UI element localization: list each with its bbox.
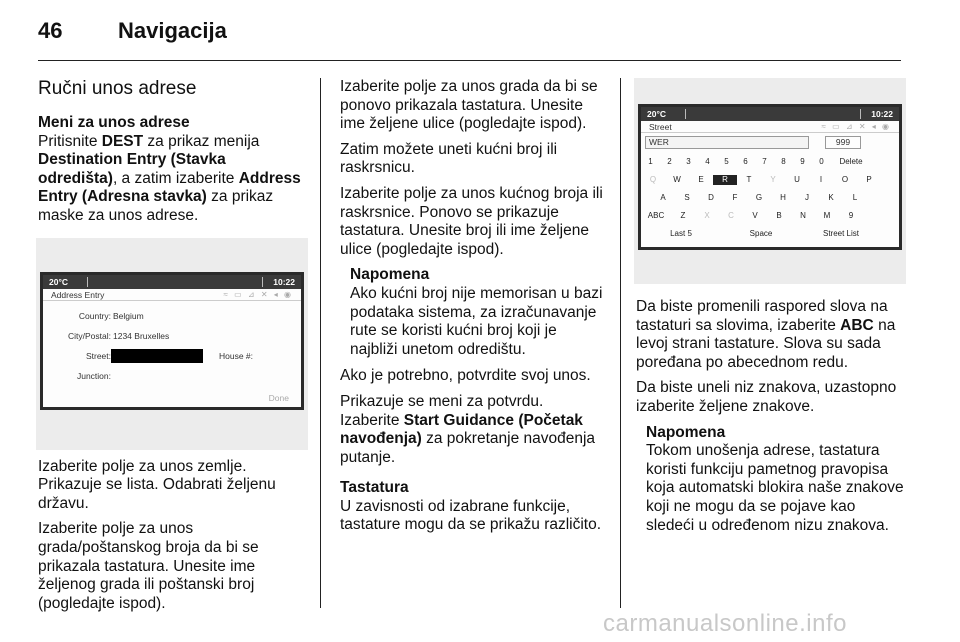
address-entry-screen [40, 272, 304, 410]
note-box [646, 424, 904, 536]
key-u[interactable]: U [794, 175, 800, 184]
key-q[interactable]: Q [649, 175, 657, 184]
key-space[interactable]: Space [749, 229, 773, 238]
paragraph-confirm: Ako je potrebno, potvrdite svoj unos. [340, 367, 591, 385]
key-d[interactable]: D [708, 193, 714, 202]
key-c[interactable]: C [728, 211, 734, 220]
status-bar [43, 275, 301, 289]
clock-label: 10:22 [273, 276, 295, 287]
key-3[interactable]: 3 [686, 157, 691, 166]
column-divider-1 [320, 78, 321, 608]
section-title: Ručni unos adrese [38, 78, 197, 99]
note-text: Tokom unošenja adrese, tastatura koristi funkciju pametnog pravopisa koja automatski blokira naše znakove koji ne mogu da se pojave kao sledeći u određenom nizu znakova. [646, 442, 904, 534]
address-entry-figure [36, 238, 308, 450]
paragraph-sequence: Da biste uneli niz znakova, uzastopno izaberite željene znakove. [636, 379, 897, 415]
key-p[interactable]: P [866, 175, 872, 184]
text-run: , a zatim izaberite [112, 169, 239, 187]
text-run: za prikaz menija [143, 132, 260, 150]
letter-key-row-1 [641, 171, 899, 189]
paragraph-street: Izaberite polje za unos grada da bi se ponovo prikazala tastatura. Unesite ime željene ulice (pogledajte ispod). [340, 78, 598, 133]
bold-term: DEST [101, 132, 144, 150]
key-y[interactable]: Y [770, 175, 776, 184]
key-x[interactable]: X [704, 211, 710, 220]
done-button[interactable]: Done [268, 392, 289, 403]
note-box [350, 266, 606, 359]
street-input-field[interactable] [645, 136, 809, 149]
key-m[interactable]: M [823, 211, 831, 220]
key-t[interactable]: T [746, 175, 752, 184]
text-run: Pritisnite [38, 132, 102, 150]
street-label: Street: [85, 350, 111, 361]
country-label: Country: [78, 310, 111, 321]
key-i[interactable]: I [819, 175, 823, 184]
key-6[interactable]: 6 [743, 157, 748, 166]
key-last-5[interactable]: Last 5 [670, 229, 692, 238]
city-value: 1234 Bruxelles [113, 330, 170, 341]
status-separator [262, 277, 263, 287]
screen-title: Street [649, 122, 672, 132]
text-run: Da biste promenili raspored slova na tastaturi sa slovima, izaberite [636, 298, 888, 334]
key-7[interactable]: 7 [762, 157, 767, 166]
key-4[interactable]: 4 [705, 157, 710, 166]
paragraph-country: Izaberite polje za unos zemlje. Prikazuje se lista. Odabrati željenu državu. [38, 457, 276, 512]
key-j[interactable]: J [805, 193, 809, 202]
key-5[interactable]: 5 [724, 157, 729, 166]
note-title: Napomena [350, 266, 430, 284]
subsection-title: Meni za unos adrese [38, 114, 190, 131]
bold-term: ABC [840, 316, 874, 334]
key-e[interactable]: E [698, 175, 704, 184]
bold-term: Destination Entry (Stavka odredišta) [38, 151, 226, 187]
street-row[interactable] [43, 349, 301, 363]
key-z[interactable]: Z [680, 211, 686, 220]
keyboard-subtitle: Tastatura [340, 479, 409, 497]
temperature-label: 20°C [647, 109, 666, 119]
screen-titlebar [641, 121, 899, 133]
key-2[interactable]: 2 [667, 157, 672, 166]
screen-title: Address Entry [51, 289, 105, 300]
page-header: Navigacija [118, 18, 227, 43]
letter-key-row-2 [641, 189, 899, 207]
status-bar [641, 107, 899, 121]
page-number: 46 [38, 18, 63, 43]
header-rule [38, 60, 901, 61]
done-row [43, 391, 301, 405]
street-input-value: WER [649, 137, 669, 147]
city-row[interactable] [43, 329, 301, 343]
key-h[interactable]: H [780, 193, 786, 202]
country-value: Belgium [113, 310, 144, 321]
screen-titlebar [43, 289, 301, 301]
number-key-row [641, 153, 899, 171]
paragraph-city: Izaberite polje za unos grada/poštanskog broja da bi se prikazala tastatura. Unesite ime željenog grada ili poštanski broj (pogledajte ispod). [38, 520, 259, 612]
paragraph-abc [636, 298, 904, 372]
status-icons: ≈ ▭ ⊿ ✕ ◂ ◉ [821, 122, 891, 131]
input-row [641, 135, 899, 151]
status-separator [685, 109, 686, 119]
key-9[interactable]: 9 [848, 211, 854, 220]
status-separator [87, 277, 88, 287]
clock-label: 10:22 [871, 109, 893, 119]
key-0[interactable]: 0 [819, 157, 824, 166]
junction-row[interactable] [43, 369, 301, 383]
paragraph-keyboard: U zavisnosti od izabrane funkcije, tastature mogu da se prikažu različito. [340, 497, 602, 534]
country-row[interactable] [43, 309, 301, 323]
text-run: na levoj strani tastature. Slova su sada poređana po abecednom redu. [636, 316, 896, 371]
key-g[interactable]: G [755, 193, 763, 202]
key-k[interactable]: K [828, 193, 834, 202]
key-a[interactable]: A [660, 193, 666, 202]
column-divider-2 [620, 78, 621, 608]
status-icons: ≈ ▭ ⊿ ✕ ◂ ◉ [223, 289, 293, 299]
watermark: carmanualsonline.info [603, 610, 847, 637]
key-1[interactable]: 1 [648, 157, 653, 166]
key-delete[interactable]: Delete [839, 157, 863, 166]
keyboard-figure [634, 78, 906, 284]
column-1 [38, 78, 306, 620]
key-v[interactable]: V [752, 211, 758, 220]
letter-key-row-3 [641, 207, 899, 225]
bold-term: Address Entry (Adresna stavka) [38, 169, 301, 206]
key-w[interactable]: W [673, 175, 681, 184]
note-text: Ako kućni broj nije memorisan u bazi podataka sistema, za izračunavanje rute se koristi kućni broj koji je najbliži unetom odredištu. [350, 284, 603, 358]
temperature-label: 20°C [49, 276, 68, 287]
column-3 [636, 78, 904, 543]
bold-term: Start Guidance (Početak navođenja) [340, 411, 583, 448]
text-run: za prikaz maske za unos adrese. [38, 188, 274, 224]
status-separator [860, 109, 861, 119]
key-s[interactable]: S [684, 193, 690, 202]
key-8[interactable]: 8 [781, 157, 786, 166]
city-label: City/Postal: [68, 330, 111, 341]
paragraph-house-input: Izaberite polje za unos kućnog broja ili raskrsnice. Ponovo se prikazuje tastatura. Unesite broj ili ime željene ulice (pogledajte ispod). [340, 184, 603, 258]
result-count: 999 [825, 136, 861, 149]
key-l[interactable]: L [852, 193, 858, 202]
key-o[interactable]: O [841, 175, 849, 184]
key-r[interactable]: R [713, 175, 737, 185]
keyboard-bottom-row [641, 225, 899, 243]
keyboard-screen [638, 104, 902, 250]
text-run: za pokretanje navođenja putanje. [340, 430, 596, 466]
key-f[interactable]: F [732, 193, 738, 202]
column-2 [340, 78, 606, 542]
key-street-list[interactable]: Street List [822, 229, 859, 238]
junction-label: Junction: [76, 370, 111, 381]
key-9[interactable]: 9 [800, 157, 805, 166]
paragraph-intro [38, 133, 306, 226]
street-input[interactable] [111, 349, 203, 363]
house-number-label: House #: [219, 350, 254, 361]
paragraph-house: Zatim možete uneti kućni broj ili raskrsnicu. [340, 140, 558, 177]
key-abc[interactable]: ABC [647, 211, 665, 220]
text-run: Prikazuje se meni za potvrdu. Izaberite [340, 392, 544, 429]
key-n[interactable]: N [800, 211, 806, 220]
paragraph-guidance [340, 393, 606, 467]
note-title: Napomena [646, 423, 726, 441]
key-b[interactable]: B [776, 211, 782, 220]
